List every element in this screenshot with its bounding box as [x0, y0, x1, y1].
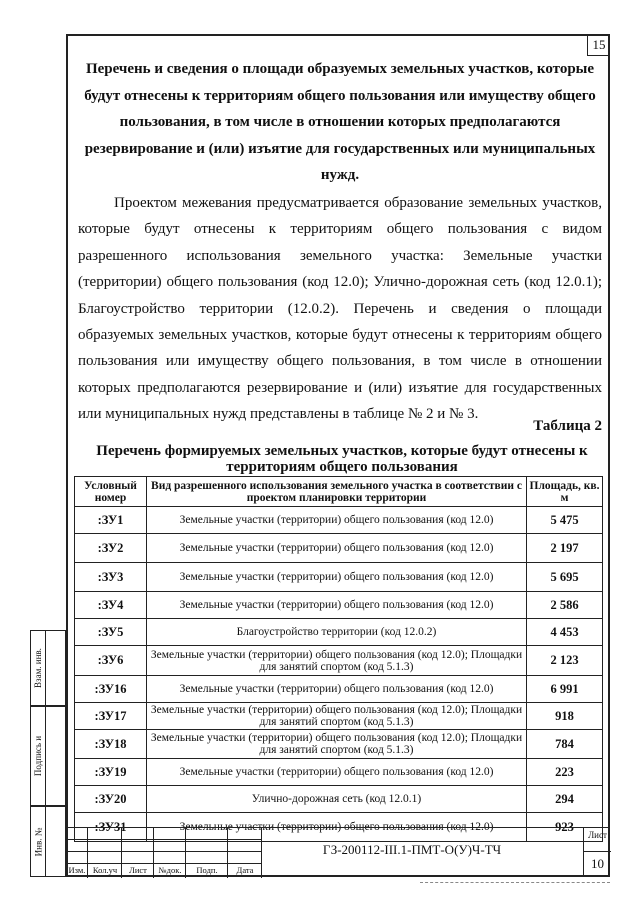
cell-code: :ЗУ3	[75, 563, 147, 592]
table-row	[75, 534, 603, 563]
cell-use: Земельные участки (территории) общего пользования (код 12.0)	[147, 534, 527, 563]
cell-code: :ЗУ17	[75, 703, 147, 730]
side-label-inventory: Инв. №	[33, 827, 43, 856]
table-row	[75, 563, 603, 592]
stamp-col-count: Кол.уч	[92, 865, 118, 875]
table-body	[75, 507, 603, 842]
table-row	[75, 592, 603, 619]
cell-area: 5 695	[527, 563, 603, 592]
table-row	[75, 786, 603, 813]
side-label-replacement: Взам. инв.	[33, 648, 44, 688]
side-stamp-replacement	[30, 630, 66, 706]
cell-use: Земельные участки (территории) общего пользования (код 12.0)	[147, 507, 527, 534]
cell-use: Земельные участки (территории) общего пользования (код 12.0); Площадки для занятий спортом (код 5.1.3)	[147, 646, 527, 676]
table-row	[75, 507, 603, 534]
table-row	[75, 676, 603, 703]
cell-use: Земельные участки (территории) общего пользования (код 12.0)	[147, 563, 527, 592]
sheet-label: Лист	[588, 830, 607, 840]
sheet-box	[583, 827, 610, 877]
stamp-col-sheet: Лист	[129, 865, 147, 875]
cell-area: 223	[527, 759, 603, 786]
cell-code: :ЗУ18	[75, 730, 147, 759]
cell-area: 2 123	[527, 646, 603, 676]
land-plots-table	[74, 476, 603, 842]
document-code: ГЗ-200112-III.1-ПМТ-О(У)Ч-ТЧ	[322, 842, 502, 857]
side-stamp-signature	[30, 706, 66, 806]
table-title: Перечень формируемых земельных участков, которые будут отнесены к территориям общего пользования	[96, 443, 588, 475]
cell-area: 2 197	[527, 534, 603, 563]
cell-area: 918	[527, 703, 603, 730]
cell-code: :ЗУ20	[75, 786, 147, 813]
table-row	[75, 619, 603, 646]
header-code: Условный номер	[75, 477, 147, 507]
section-heading: Перечень и сведения о площади образуемых земельных участков, которые будут отнесены к территориям общего пользования или имуществу общего пользования, в том числе в отношении которых предполагаются резервирование и (или) изъятие для государственных или муниципальных нужд.	[84, 61, 596, 183]
table-label: Таблица 2	[533, 418, 602, 434]
sheet-number: 10	[584, 851, 611, 872]
cell-use: Благоустройство территории (код 12.0.2)	[147, 619, 527, 646]
cell-area: 5 475	[527, 507, 603, 534]
table-row	[75, 646, 603, 676]
stamp-col-change: Изм.	[68, 865, 86, 875]
table-header-row	[75, 477, 603, 507]
table-row	[75, 703, 603, 730]
stamp-col-signature: Подп.	[196, 865, 218, 875]
header-area: Площадь, кв. м	[527, 477, 603, 507]
cell-code: :ЗУ19	[75, 759, 147, 786]
table-row	[75, 730, 603, 759]
cell-use: Улично-дорожная сеть (код 12.0.1)	[147, 786, 527, 813]
cell-area: 784	[527, 730, 603, 759]
page-number: 15	[587, 34, 610, 56]
cell-use: Земельные участки (территории) общего пользования (код 12.0)	[147, 759, 527, 786]
cell-code: :ЗУ5	[75, 619, 147, 646]
cell-code: :ЗУ16	[75, 676, 147, 703]
cell-use: Земельные участки (территории) общего пользования (код 12.0); Площадки для занятий спортом (код 5.1.3)	[147, 703, 527, 730]
cell-code: :ЗУ4	[75, 592, 147, 619]
cell-code: :ЗУ6	[75, 646, 147, 676]
cell-code: :ЗУ31	[75, 813, 147, 842]
footer-divider	[420, 882, 610, 883]
stamp-col-docnum: №док.	[158, 865, 182, 875]
cell-area: 6 991	[527, 676, 603, 703]
header-use: Вид разрешенного использования земельного участка в соответствии с проектом планировки территории	[147, 477, 527, 507]
side-label-signature: Подпись и	[33, 735, 43, 777]
cell-area: 923	[527, 813, 603, 842]
body-paragraph: Проектом межевания предусматривается образование земельных участков, которые будут отнесены к территориям общего пользования с видом разрешенного использования земельного участка: Земельные участки (территории) общего пользования (код 12.0); Улично-дорожная сеть (код 12.0.1); Благоустройство территории (12.0.2). Перечень и сведения о площади образуемых земельных участков, которые будут отнесены к территориям общего пользования или имуществу общего пользования, в том числе в отношении которых предполагаются резервирование и (или) изъятие для государственных или муниципальных нужд представлены в таблице № 2 и № 3.	[78, 195, 602, 423]
cell-use: Земельные участки (территории) общего пользования (код 12.0); Площадки для занятий спортом (код 5.1.3)	[147, 730, 527, 759]
cell-area: 294	[527, 786, 603, 813]
cell-use: Земельные участки (территории) общего пользования (код 12.0)	[147, 676, 527, 703]
table-row	[75, 759, 603, 786]
side-stamp-inventory	[30, 806, 66, 877]
cell-area: 4 453	[527, 619, 603, 646]
stamp-col-date: Дата	[236, 865, 254, 875]
cell-code: :ЗУ1	[75, 507, 147, 534]
cell-use: Земельные участки (территории) общего пользования (код 12.0)	[147, 813, 527, 842]
cell-use: Земельные участки (территории) общего пользования (код 12.0)	[147, 592, 527, 619]
cell-code: :ЗУ2	[75, 534, 147, 563]
cell-area: 2 586	[527, 592, 603, 619]
